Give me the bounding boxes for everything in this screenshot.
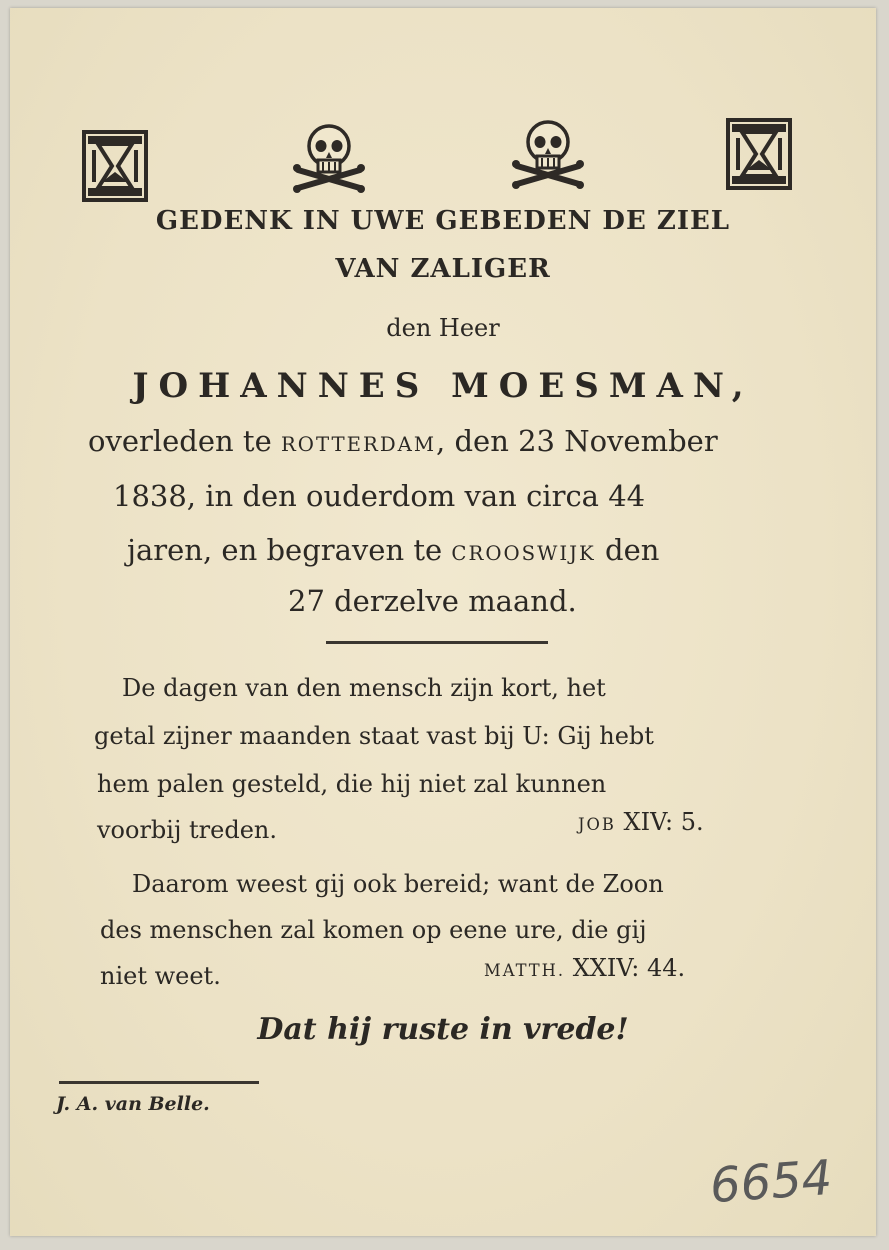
closing-prayer: Dat hij ruste in vrede! [257,1012,629,1047]
place-crooswijk: CROOSWIJK [451,542,596,565]
verse1-line: hem palen gesteld, die hij niet zal kunnen [97,770,607,798]
printer-rule [59,1081,259,1084]
details-line-1: overleden te ROTTERDAM, den 23 November [88,424,718,458]
skull-crossbones-icon [507,118,589,190]
deceased-name: JOHANNES MOESMAN, [132,366,754,406]
details-line-4: 27 derzelve maand. [288,584,577,618]
details-line-3: jaren, en begraven te CROOSWIJK den [127,533,660,567]
verse1-line: De dagen van den mensch zijn kort, het [122,674,606,702]
heading-line-1: GEDENK IN UWE GEBEDEN DE ZIEL [155,206,731,236]
skull-crossbones-icon [288,122,370,194]
verse2-reference: MATTH. XXIV: 44. [484,954,686,982]
hourglass-icon [726,118,792,190]
divider-rule [326,641,548,644]
printer-name: J. A. van Belle. [56,1093,210,1115]
hourglass-icon [82,130,148,202]
verse2-line: Daarom weest gij ook bereid; want de Zoon [132,870,664,898]
verse1-line: getal zijner maanden staat vast bij U: Gij hebt [94,722,654,750]
verse1-line: voorbij treden. [97,816,278,844]
verse1-reference: JOB XIV: 5. [578,808,704,836]
details-line-2: 1838, in den ouderdom van circa 44 [113,479,646,513]
handwritten-archive-number: 6654 [708,1149,834,1215]
place-rotterdam: ROTTERDAM [280,433,437,456]
verse2-line: niet weet. [100,962,221,990]
title-line: den Heer [386,314,500,342]
memorial-card [10,8,876,1236]
heading-line-2: VAN ZALIGER [335,254,551,284]
verse2-line: des menschen zal komen op eene ure, die gij [100,916,647,944]
